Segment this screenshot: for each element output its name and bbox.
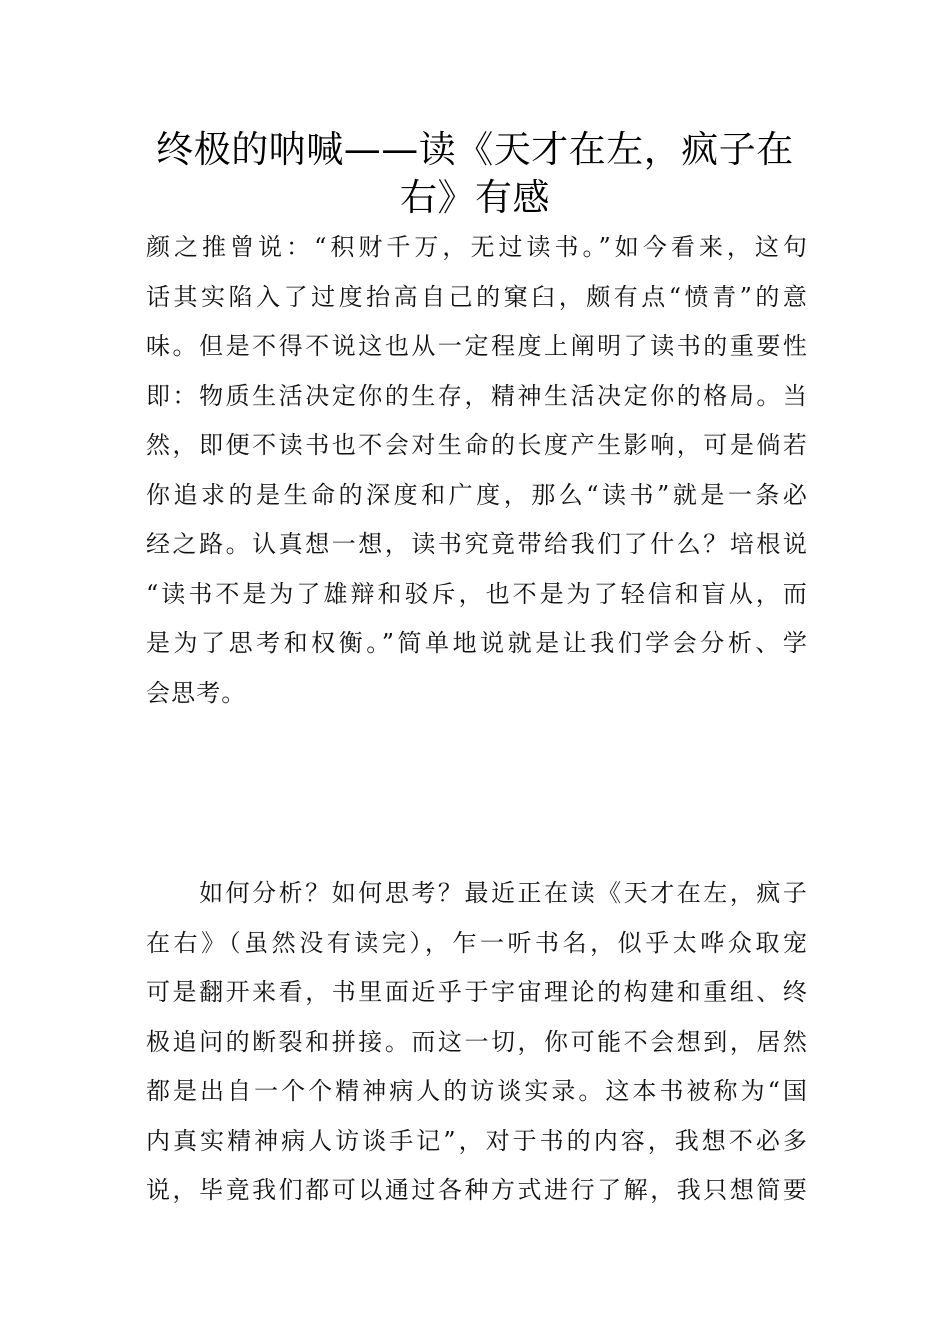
paragraph-2 xyxy=(146,869,808,1216)
paragraph-line: 经之路。认真想一想，读书究竟带给我们了什么？培根说 xyxy=(146,530,808,558)
title-line-2: 右》有感 xyxy=(400,176,550,219)
paragraph-line: 即：物质生活决定你的生存，精神生活决定你的格局。当 xyxy=(146,381,808,410)
paragraph-line: 味。但是不得不说这也从一定程度上阐明了读书的重要性 xyxy=(146,332,808,360)
paragraph-line: 你追求的是生命的深度和广度，那么“读书”就是一条必 xyxy=(146,480,808,509)
paragraph-line: 都是出自一个个精神病人的访谈实录。这本书被称为“国 xyxy=(146,1077,808,1105)
paragraph-line: 内真实精神病人访谈手记”，对于书的内容，我想不必多 xyxy=(146,1126,808,1155)
paragraph-line: 在右》（虽然没有读完），乍一听书名，似乎太哗众取宠 xyxy=(146,928,808,957)
paragraph-line: 如何分析？如何思考？最近正在读《天才在左，疯子 xyxy=(146,879,808,907)
paragraph-line: 说，毕竟我们都可以通过各种方式进行了解，我只想简要 xyxy=(146,1176,808,1204)
paragraph-line: 颜之推曾说：“积财千万，无过读书。”如今看来，这句 xyxy=(146,233,808,261)
paragraph-1 xyxy=(146,223,808,718)
title-line-1: 终极的呐喊——读《天才在左，疯子在 xyxy=(156,128,794,171)
paragraph-line: 话其实陷入了过度抬高自己的窠臼，颇有点“愤青”的意 xyxy=(146,282,808,311)
paragraph-line: 极追问的断裂和拼接。而这一切，你可能不会想到，居然 xyxy=(146,1027,808,1056)
paragraph-line: 可是翻开来看，书里面近乎于宇宙理论的构建和重组、终 xyxy=(146,978,808,1006)
paragraph-line: 是为了思考和权衡。”简单地说就是让我们学会分析、学 xyxy=(146,629,808,657)
document-title xyxy=(130,126,820,222)
paragraph-line: 然，即便不读书也不会对生命的长度产生影响，可是倘若 xyxy=(146,431,808,459)
paragraph-line: “读书不是为了雄辩和驳斥，也不是为了轻信和盲从，而 xyxy=(146,579,808,608)
paragraph-line: 会思考。 xyxy=(146,678,247,707)
